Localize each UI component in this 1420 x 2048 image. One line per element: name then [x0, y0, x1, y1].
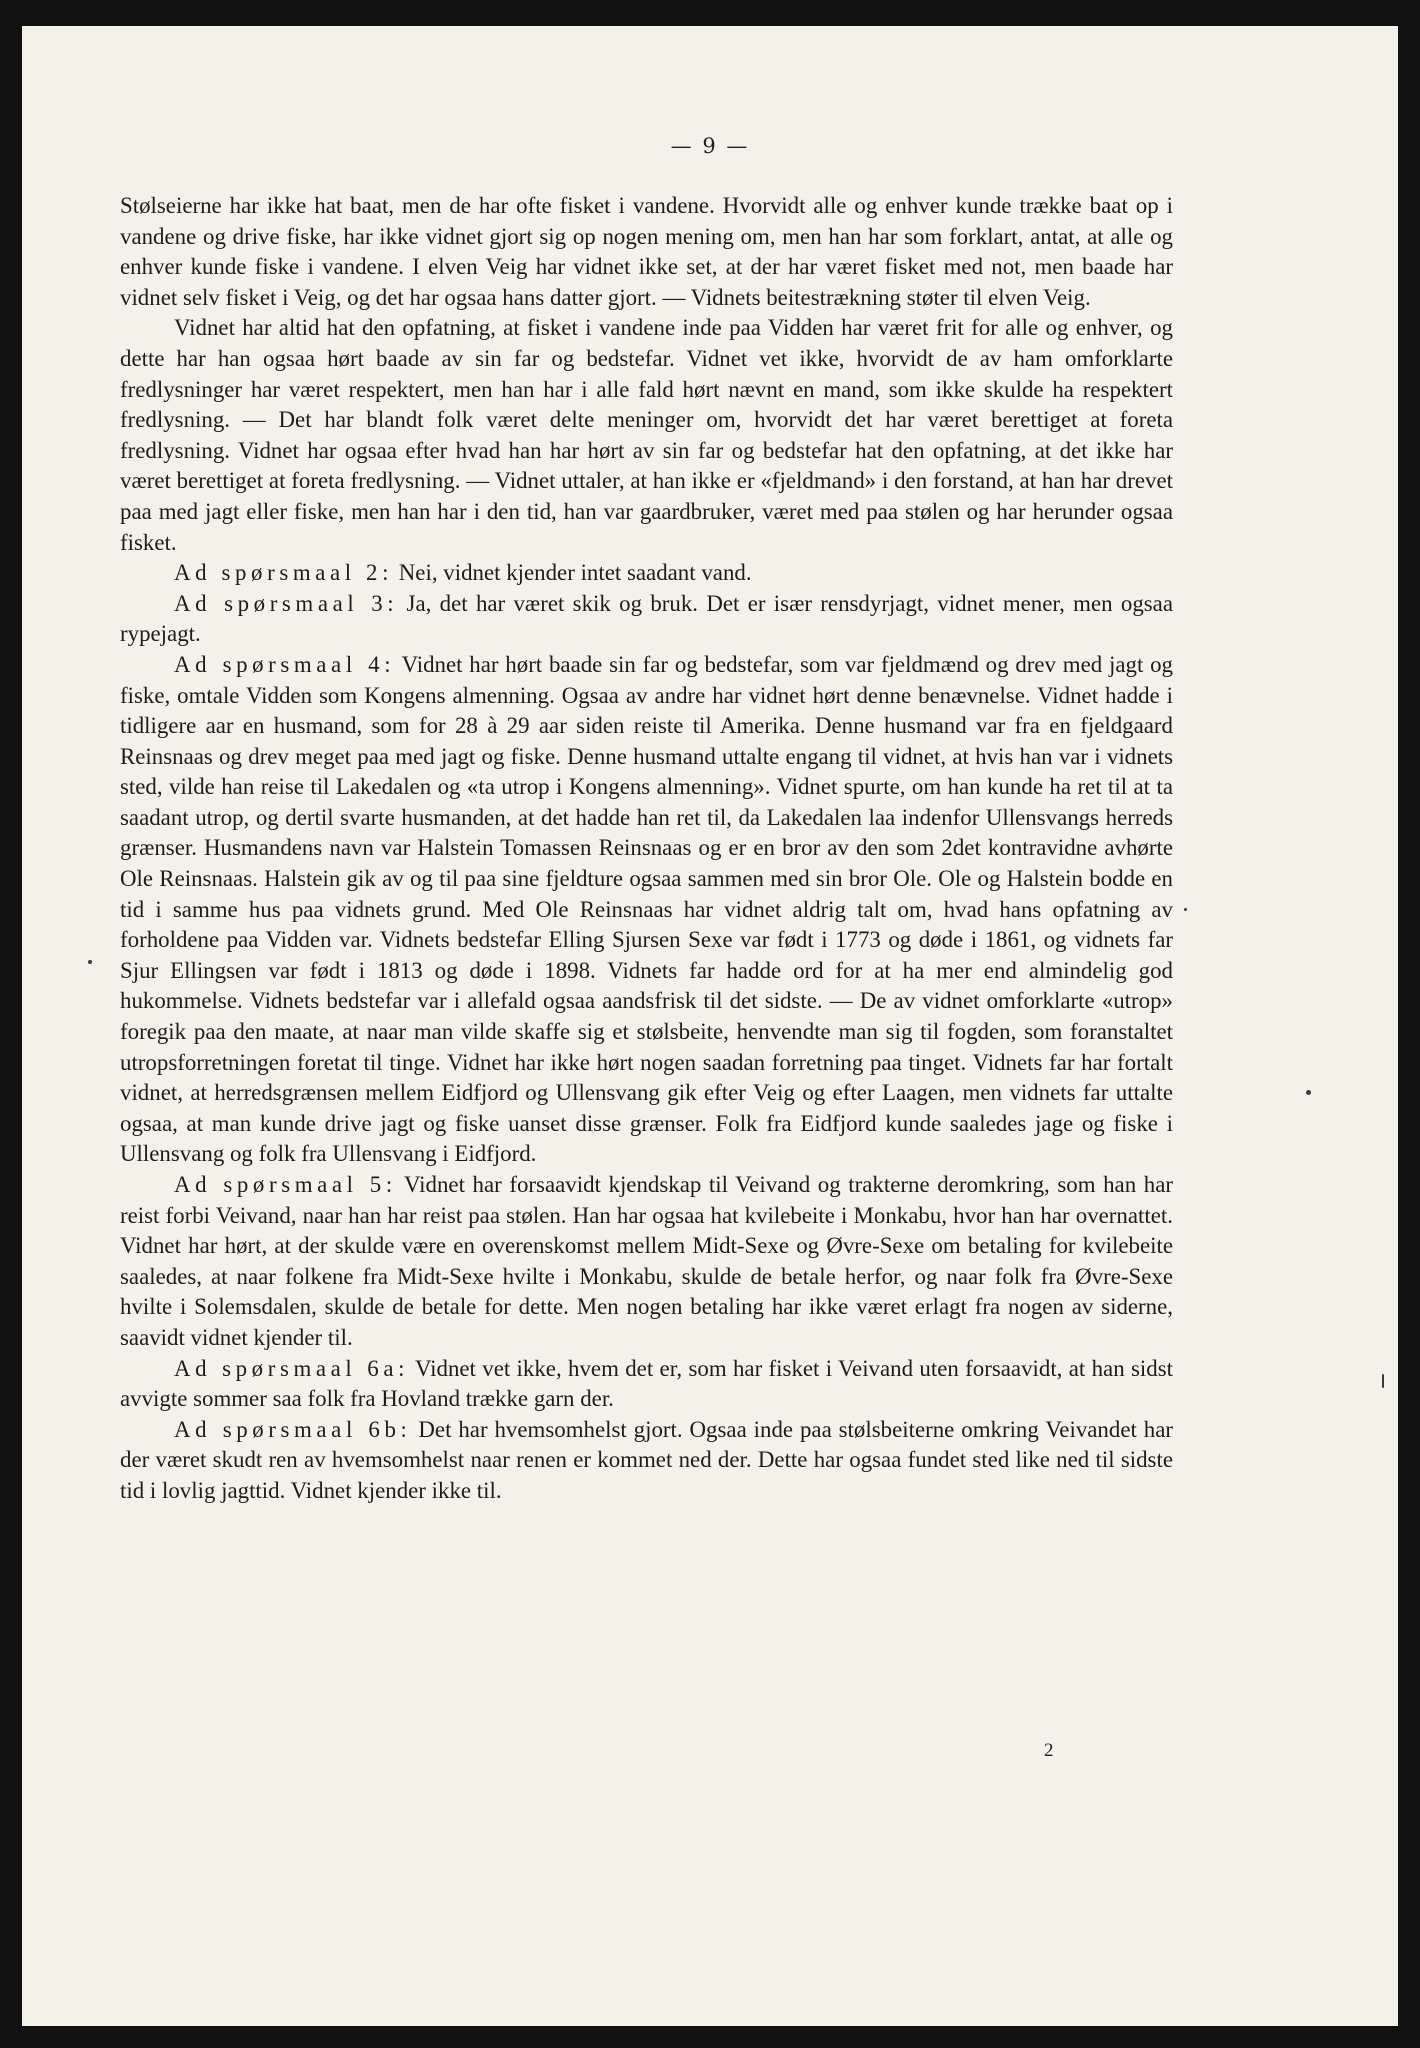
page-number: — 9 — [670, 134, 750, 158]
paragraph-text: Vidnet har hørt baade sin far og bedstefar, som var fjeldmænd og drev med jagt og fiske, omtale Vidden som Kongens almenning. Ogsaa av andre har vidnet hørt denne benævnelse. Vidnet hadde i tidligere aar en husmand, som for 28 à 29 aar siden reiste til Amerika. Denne husmand var fra en fjeldgaard Reinsnaas og drev meget paa med jagt og fiske. Denne husmand uttalte engang til vidnet, at hvis han var i vidnets sted, vilde han reise til Lakedalen og «ta utrop i Kongens almenning». Vidnet spurte, om han kunde ha ret til at ta saadant utrop, og dertil svarte husmanden, at det hadde han ret til, da Lakedalen laa indenfor Ullensvangs herreds grænser. Husmandens navn var Halstein Tomassen Reinsnaas og er en bror av den som 2det kontravidne avhørte Ole Reinsnaas. Halstein gik av og til paa sine fjeldture ogsaa sammen med sin bror Ole. Ole og Halstein bodde en tid i samme hus paa vidnets grund. Med Ole Reinsnaas har vidnet aldrig talt om, hvad hans opfatning av forholdene paa Vidden var. Vidnets bedstefar Elling Sjursen Sexe var født i 1773 og døde i 1861, og vidnets far Sjur Ellingsen var født i 1813 og døde i 1898. Vidnets far hadde ord for at ha mer end almindelig god hukommelse. Vidnets bedstefar var i allefald ogsaa aandsfrisk til det sidste. — De av vidnet omforklarte «utrop» foregik paa den maate, at naar man vilde skaffe sig et stølsbeite, henvendte man sig til fogden, som foranstaltet utropsforretningen foretat til tinge. Vidnet har ikke hørt nogen saadan forretning paa tinget. Vidnets far har fortalt vidnet, at herredsgrænsen mellem Eidfjord og Ullensvang gik efter Veig og efter Laagen, men vidnets far uttalte ogsaa, at man kunde drive jagt og fiske uanset disse grænser. Folk fra Eidfjord kunde saaledes jage og fiske i Ullensvang og folk fra Ullensvang i Eidfjord. [120, 651, 1174, 1167]
paragraph-question-2 [120, 558, 1173, 589]
question-heading: Ad spørsmaal 3: [174, 590, 399, 616]
question-heading: Ad spørsmaal 4: [174, 651, 396, 677]
paragraph-text: Vidnet har altid hat den opfatning, at fisket i vandene inde paa Vidden har været frit for alle og enhver, og dette har han ogsaa hørt baade av sin far og bedstefar. Vidnet vet ikke, hvorvidt de av ham omforklarte fredlysninger har været respektert, men han har i alle fald hørt nævnt en mand, som ikke skulde ha respektert fredlysning. — Det har blandt folk været delte meninger om, hvorvidt det har været berettiget at foreta fredlysning. Vidnet har ogsaa efter hvad han har hørt av sin far og bedstefar hat den opfatning, at det ikke har været berettiget at foreta fredlysning. — Vidnet uttaler, at han ikke er «fjeldmand» i den forstand, at han har drevet paa med jagt eller fiske, men han har i den tid, han var gaardbruker, været med paa stølen og har herunder ogsaa fisket. [120, 315, 1173, 555]
margin-speck [1382, 1374, 1384, 1388]
document-page [22, 26, 1398, 2026]
margin-speck [1306, 1090, 1311, 1095]
sheet-signature-number: 2 [1044, 1740, 1054, 1761]
paragraph-question-6a [120, 1354, 1173, 1415]
question-heading: Ad spørsmaal 2: [174, 560, 394, 586]
paragraph-question-3 [120, 589, 1173, 650]
question-heading: Ad spørsmaal 6a: [174, 1355, 410, 1381]
paragraph-text: Nei, vidnet kjender intet saadant vand. [393, 560, 752, 586]
paragraph-text: Det har hvemsomhelst gjort. Ogsaa inde paa stølsbeiterne omkring Veivandet har der været skudt ren av hvemsomhelst naar renen er kommet ned der. Dette har ogsaa fundet sted like ned til sidste tid i lovlig jagttid. Vidnet kjender ikke til. [120, 1416, 1173, 1503]
paragraph-question-5 [120, 1170, 1173, 1354]
body-text [120, 191, 1173, 1507]
paragraph-text: Vidnet har forsaavidt kjendskap til Veivand og trakterne deromkring, som han har reist forbi Veivand, naar han har reist paa stølen. Han har ogsaa hat kvilebeite i Monkabu, hvor han har overnattet. Vidnet har hørt, at der skulde være en overenskomst mellem Midt-Sexe og Øvre-Sexe om betaling for kvilebeite saaledes, at naar folkene fra Midt-Sexe hvilte i Monkabu, skulde de betale herfor, og naar folk fra Øvre-Sexe hvilte i Solemsdalen, skulde de betale for dette. Men nogen betaling har ikke været erlagt fra nogen av siderne, saavidt vidnet kjender til. [120, 1172, 1173, 1350]
paragraph-2 [120, 313, 1173, 558]
paragraph-text: Ja, det har været skik og bruk. Det er især rensdyrjagt, vidnet mener, men ogsaa rypejagt. [120, 590, 1173, 647]
margin-speck [88, 960, 92, 964]
margin-speck [1184, 908, 1187, 911]
question-heading: Ad spørsmaal 5: [174, 1172, 397, 1197]
paragraph-1 [120, 191, 1173, 313]
paragraph-text: Vidnet vet ikke, hvem det er, som har fisket i Veivand uten forsaavidt, at han sidst avvigte sommer saa folk fra Hovland trække garn der. [120, 1355, 1173, 1412]
paragraph-text: Stølseierne har ikke hat baat, men de har ofte fisket i vandene. Hvorvidt alle og enhver kunde trække baat op i vandene og drive fiske, har ikke vidnet gjort sig op nogen mening om, men han har som forklart, antat, at alle og enhver kunde fiske i vandene. I elven Veig har vidnet ikke set, at der har været fisket med not, men baade har vidnet selv fisket i Veig, og det har ogsaa hans datter gjort. — Vidnets beitestrækning støter til elven Veig. [120, 193, 1173, 310]
question-heading: Ad spørsmaal 6b: [174, 1416, 412, 1442]
paragraph-question-6b [120, 1415, 1173, 1507]
paragraph-question-4 [120, 650, 1173, 1170]
